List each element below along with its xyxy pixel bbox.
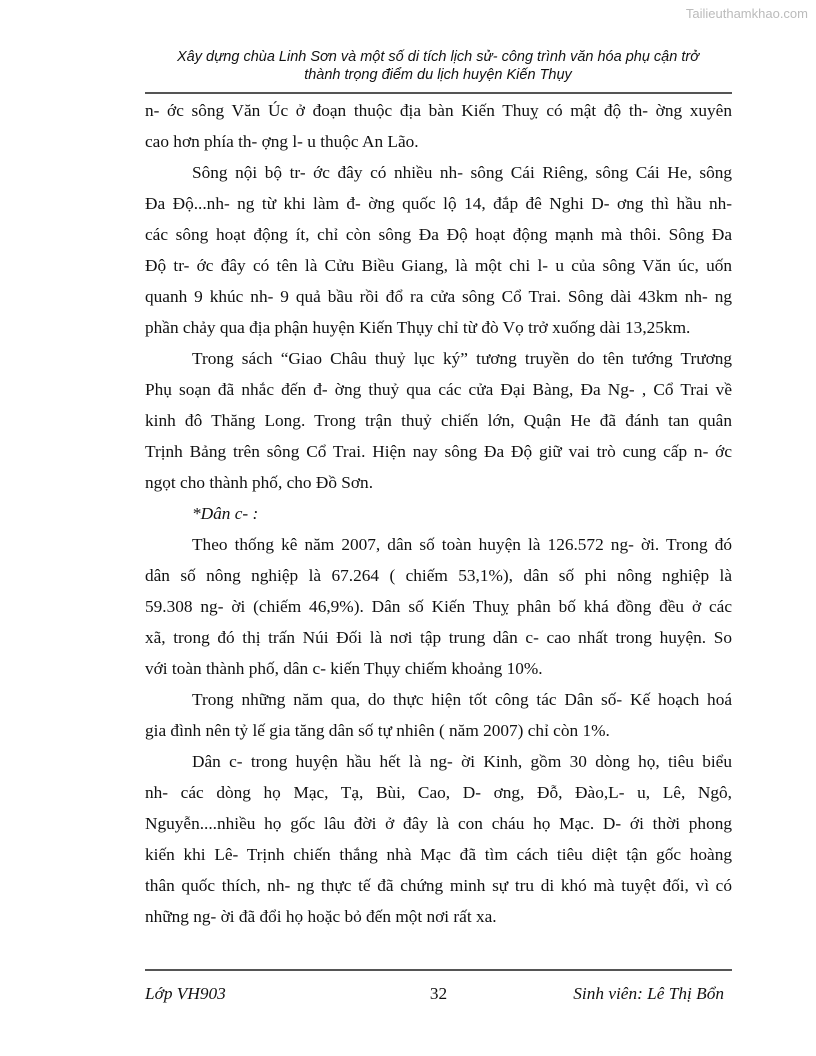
paragraph [145, 95, 732, 157]
header-rule [145, 92, 732, 94]
watermark: Tailieuthamkhao.com [685, 6, 808, 21]
text-line: Phụ soạn đã nhắc đến đ- ờng thuỷ qua các cửa Đại Bàng, Đa Ng- , Cổ Trai về [145, 380, 732, 399]
text-line: ngọt cho thành phố, cho Đồ Sơn. [145, 473, 374, 492]
text-line: phần chảy qua địa phận huyện Kiến Thụy chỉ từ đò Vọ trở xuống dài 13,25km. [145, 318, 691, 337]
document-body [145, 95, 732, 932]
text-line: Dân c- trong huyện hầu hết là ng- ời Kinh, gồm 30 dòng họ, tiêu biểu [192, 752, 732, 771]
text-line: kinh đô Thăng Long. Trong trận thuỷ chiến lớn, Quận He đã đánh tan quân [145, 411, 732, 430]
text-line: dân số nông nghiệp là 67.264 ( chiếm 53,1%), dân số phi nông nghiệp là [145, 566, 732, 585]
text-line: kiến khi Lê- Trịnh chiến thắng nhà Mạc đã tìm cách tiêu diệt tận gốc hoàng [145, 845, 732, 864]
text-line: Nguyễn....nhiều họ gốc lâu đời ở đây là con cháu họ Mạc. D- ới thời phong [145, 814, 732, 833]
text-line: nh- các dòng họ Mạc, Tạ, Bùi, Cao, D- ơng, Đỗ, Đào,L- u, Lê, Ngô, [145, 783, 732, 802]
text-line: với toàn thành phố, dân c- kiến Thụy chiếm khoảng 10%. [145, 659, 543, 678]
paragraph [145, 684, 732, 746]
text-line: Trịnh Bảng trên sông Cổ Trai. Hiện nay sông Đa Độ giữ vai trò cung cấp n- ớc [145, 442, 732, 461]
paragraph [145, 529, 732, 684]
paragraph [145, 746, 732, 932]
text-line: n- ớc sông Văn Úc ở đoạn thuộc địa bàn Kiến Thuỵ có mật độ th- ờng xuyên [145, 101, 732, 120]
text-line: thân quốc thích, nh- ng thực tế đã chứng minh sự tru di khó mà tuyệt đối, vì có [145, 876, 732, 895]
page-number: 32 [429, 984, 448, 1003]
footer-rule [145, 969, 732, 971]
text-line: Trong những năm qua, do thực hiện tốt công tác Dân số- Kế hoạch hoá [192, 690, 732, 709]
header-line-1: Xây dựng chùa Linh Sơn và một số di tích lịch sử- công trình văn hóa phụ cận trở [177, 49, 699, 65]
running-header [145, 48, 731, 84]
text-line: các sông hoạt động ít, chỉ còn sông Đa Độ hoạt động mạnh mà thôi. Sông Đa [145, 225, 732, 244]
paragraph [145, 343, 732, 498]
paragraph [145, 498, 732, 529]
text-line: những ng- ời đã đổi họ hoặc bỏ đến một nơi rất xa. [145, 907, 497, 926]
text-line: gia đình nên tỷ lế gia tăng dân số tự nhiên ( năm 2007) chỉ còn 1%. [145, 721, 610, 740]
header-line-2: thành trọng điểm du lịch huyện Kiến Thụy [304, 67, 572, 83]
text-line: Theo thống kê năm 2007, dân số toàn huyện là 126.572 ng- ời. Trong đó [192, 535, 732, 554]
text-line: Sông nội bộ tr- ớc đây có nhiều nh- sông Cái Riêng, sông Cái He, sông [192, 163, 732, 182]
footer-class: Lớp VH903 [145, 984, 226, 1003]
paragraph [145, 157, 732, 343]
text-line: cao hơn phía th- ợng l- u thuộc An Lão. [145, 132, 419, 151]
text-line: quanh 9 khúc nh- 9 quả bầu rồi đổ ra cửa sông Cổ Trai. Sông dài 43km nh- ng [145, 287, 732, 306]
text-line: xã, trong đó thị trấn Núi Đối là nơi tập trung dân c- cao nhất trong huyện. So [145, 628, 732, 647]
text-line: *Dân c- : [192, 504, 259, 523]
text-line: Đa Độ...nh- ng từ khi làm đ- ờng quốc lộ 14, đắp đê Nghi D- ơng thì hầu nh- [145, 194, 732, 213]
footer-student: Sinh viên: Lê Thị Bổn [573, 984, 724, 1003]
text-line: 59.308 ng- ời (chiếm 46,9%). Dân số Kiến Thuỵ phân bố khá đồng đều ở các [145, 597, 732, 616]
text-line: Trong sách “Giao Châu thuỷ lục ký” tương truyền do tên tướng Trương [192, 349, 732, 368]
text-line: Độ tr- ớc đây có tên là Cửu Biều Giang, là một chi l- u của sông Văn úc, uốn [145, 256, 732, 275]
